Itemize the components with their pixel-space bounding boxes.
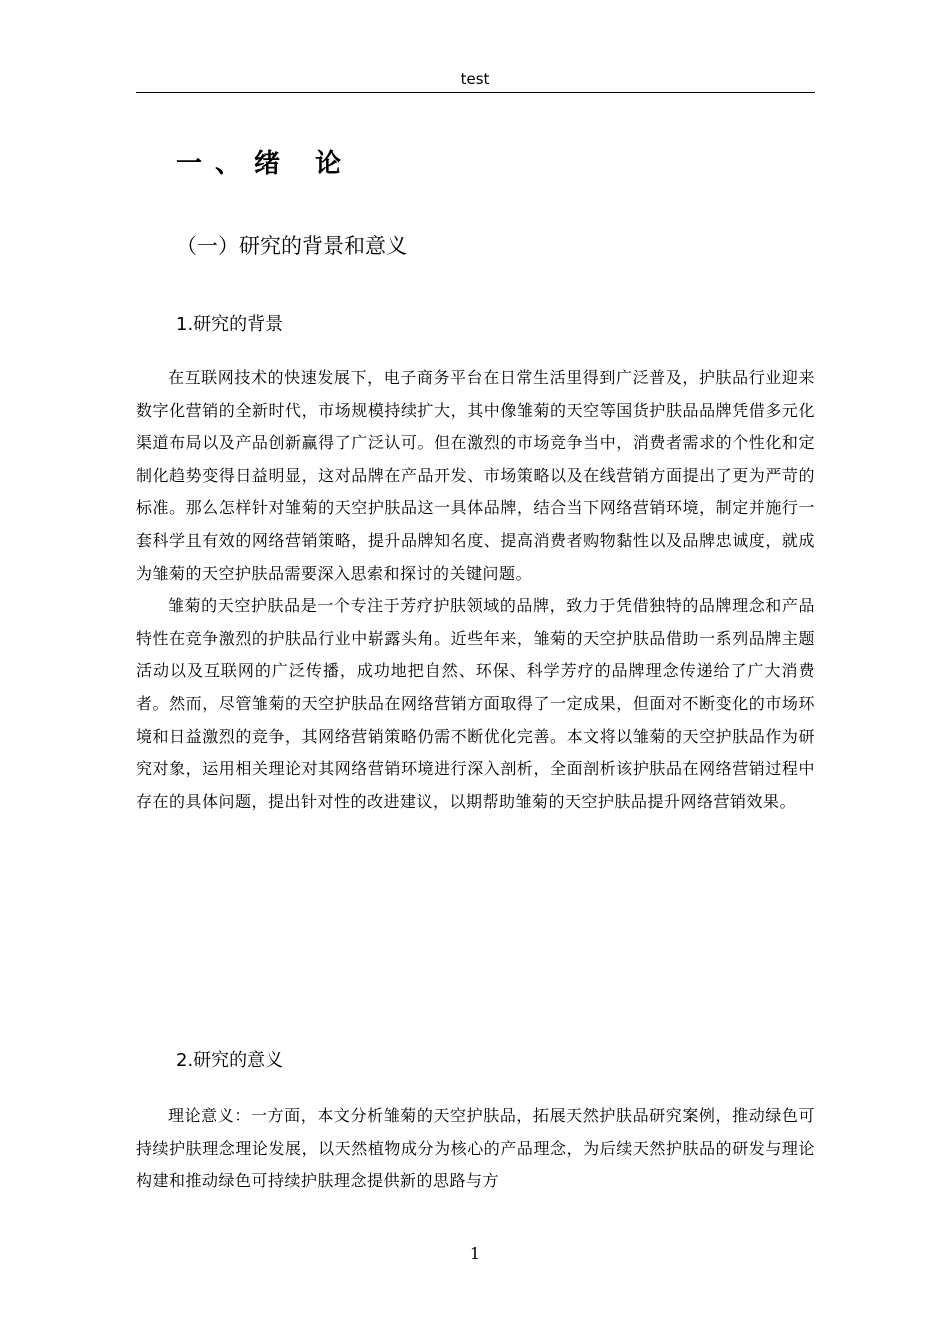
page-number: 1 [469,1244,481,1263]
subsection-heading-background: 1.研究的背景 [176,314,284,335]
background-text-block [136,362,815,818]
paragraph-background-1: 在互联网技术的快速发展下，电子商务平台在日常生活里得到广泛普及，护肤品行业迎来数字化营销的全新时代，市场规模持续扩大，其中像雏菊的天空等国货护肤品品牌凭借多元化渠道布局以及产品创新赢得了广泛认可。但在激烈的市场竞争当中，消费者需求的个性化和定制化趋势变得日益明显，这对品牌在产品开发、市场策略以及在线营销方面提出了更为严苛的标准。那么怎样针对雏菊的天空护肤品这一具体品牌，结合当下网络营销环境，制定并施行一套科学且有效的网络营销策略，提升品牌知名度、提高消费者购物黏性以及品牌忠诚度，就成为雏菊的天空护肤品需要深入思索和探讨的关键问题。 [136,368,815,583]
header-rule [136,92,815,93]
significance-text-block [136,1100,815,1198]
paragraph-significance-1: 理论意义：一方面，本文分析雏菊的天空护肤品，拓展天然护肤品研究案例，推动绿色可持续护肤理念理论发展，以天然植物成分为核心的产品理念，为后续天然护肤品的研发与理论构建和推动绿色可持续护肤理念提供新的思路与方 [136,1106,815,1191]
section-heading: （一）研究的背景和意义 [176,234,407,258]
page-header-text: test [460,70,490,88]
subsection-heading-significance: 2.研究的意义 [176,1050,284,1071]
paragraph-background-2: 雏菊的天空护肤品是一个专注于芳疗护肤领域的品牌，致力于凭借独特的品牌理念和产品特性在竞争激烈的护肤品行业中崭露头角。近些年来，雏菊的天空护肤品借助一系列品牌主题活动以及互联网的广泛传播，成功地把自然、环保、科学芳疗的品牌理念传递给了广大消费者。然而，尽管雏菊的天空护肤品在网络营销方面取得了一定成果，但面对不断变化的市场环境和日益激烈的竞争，其网络营销策略仍需不断优化完善。本文将以雏菊的天空护肤品作为研究对象，运用相关理论对其网络营销环境进行深入剖析，全面剖析该护肤品在网络营销过程中存在的具体问题，提出针对性的改进建议，以期帮助雏菊的天空护肤品提升网络营销效果。 [136,596,815,811]
chapter-heading: 一、绪 论 [176,149,355,179]
